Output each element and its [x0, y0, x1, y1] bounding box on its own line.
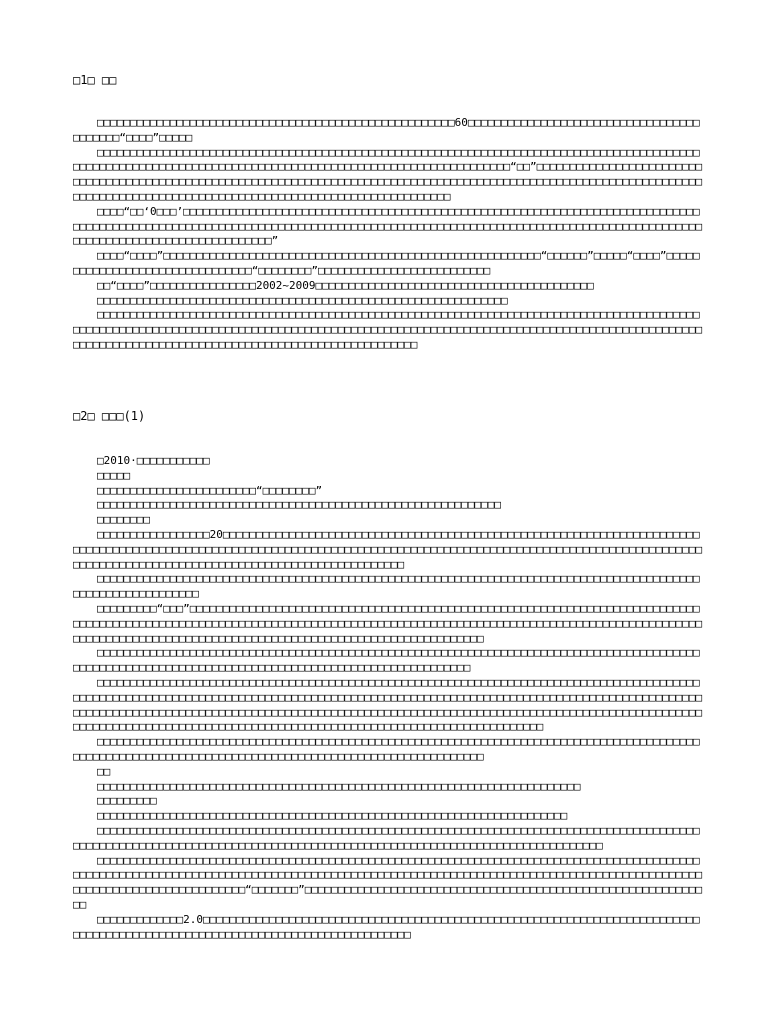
section-1: [73, 72, 703, 353]
section-2: [73, 408, 703, 942]
paragraph: □□□□“□□‘0□□□’□□□□□□□□□□□□□□□□□□□□□□□□□□□□□□□□□□□□□□□□□□□□□□□□□□□□□□□□□□□□□□□□□□□□□□□□□□□□□□□□□□□□□□□□□□□□□□□□□□□□□□□□□□□□□□□□□□□□□□□□□□□□□□□□□□□□□□□□□□□□□□□□□□□□□□□□□□□□□□□□□□□□□□□□□□□□□□□□□□□□□□□□□□□□□□□□□□□□□□□□□□□”: [73, 204, 703, 248]
paragraph: □□□□□□□□□□□□□□□□□□□□□□□□□□□□□□□□□□□□□□□□□□□□□□□□□□□□□□60□□□□□□□□□□□□□□□□□□□□□□□□□□□□□□□□□□□□□□□□□□“□□□□”□□□□□: [73, 116, 700, 144]
paragraph: □□□□□□□□□□□□□2.0□□□□□□□□□□□□□□□□□□□□□□□□□□□□□□□□□□□□□□□□□□□□□□□□□□□□□□□□□□□□□□□□□□□□□□□□□□□□□□□□□□□□□□□□□□□□□□□□□□□□□□□□□□□□□□□□□□□□□□□□□□□□□□: [73, 912, 700, 941]
paragraph: □□□□□□□□□□□□□□□□□20□□□□□□□□□□□□□□□□□□□□□□□□□□□□□□□□□□□□□□□□□□□□□□□□□□□□□□□□□□□□□□□□□□□□□□□□□□□□□□□□□□□□□□□□□□□□□□□□□□□□□□□□□□□□□□□□□□□□□□□□□□□□□□□□□□□□□□□□□□□□□□□□□□□□□□□□□□□□□□□□□□□□□□□□□□□□□□□□□□□□□□□□□□□□□□□□□□□□□□□□□□□□□□□□□□□□□□□□□: [73, 527, 703, 571]
paragraph: □□“□□□□”□□□□□□□□□□□□□□□□2002~2009□□□□□□□□□□□□□□□□□□□□□□□□□□□□□□□□□□□□□□□□□□: [97, 278, 594, 292]
text-line: □□□□□□□□: [97, 513, 150, 527]
text-line: □□□□□□□□□□□□□□□□□□□□□□□□□□□□□□□□□□□□□□□□□□□□□□□□□□□□□□□□□□□□□□□□□□□□□□□: [97, 809, 568, 823]
paragraph: □□□□□□□□□□□□□□□□□□□□□□□□□□□□□□□□□□□□□□□□□□□□□□□□□□□□□□□□□□□□□□□□□□□□□□□□□□□□□□□□□□□□□□□□□□□□□□□□□□□□□□□□□□□□□□□□□□□□□□□□□□□□□□□□□□□□□□□□□□□□□□□□□□□□□□□□□: [73, 735, 700, 763]
paragraph: □□□□□□□□□“□□□”□□□□□□□□□□□□□□□□□□□□□□□□□□□□□□□□□□□□□□□□□□□□□□□□□□□□□□□□□□□□□□□□□□□□□□□□□□□□□□□□□□□□□□□□□□□□□□□□□□□□□□□□□□□□□□□□□□□□□□□□□□□□□□□□□□□□□□□□□□□□□□□□□□□□□□□□□□□□□□□□□□□□□□□□□□□□□□□□□□□□□□□□□□□□□□□□□□□□□□□□□□□□□□□□□□□□□□□□□□□□□□□□□□□□□□□□□□: [73, 601, 703, 645]
paragraph: □□□□“□□□□”□□□□□□□□□□□□□□□□□□□□□□□□□□□□□□□□□□□□□□□□□□□□□□□□□□□□□□□□□“□□□□□□”□□□□□“□□□□”□□□□□□□□□□□□□□□□□□□□□□□□□□□□□□□□“□□□□□□□□”□□□□□□□□□□□□□□□□□□□□□□□□□□: [73, 249, 700, 277]
text-line: □□□□□□□□□□□□□□□□□□□□□□□□“□□□□□□□□”: [97, 483, 323, 497]
section-1-heading: □1□ □□: [73, 73, 117, 87]
paragraph: □□□□□□□□□□□□□□□□□□□□□□□□□□□□□□□□□□□□□□□□□□□□□□□□□□□□□□□□□□□□□□□□□□□□□□□□□□□□□□□□□□□□□□□□□□□□□□□□□□□□□□□□□□□□□□□□□□□□□□□□□□□□□□□□□□□□□□□□□□□□□□□□□□□□□□□□□□□□□□□□□□□□□□□□□□□□□□□□□□□□□□□□□□□□□□□□□□□□□□□□□□□□□□□□□□□□□□□□□□□□□□□□□□□□□□□□□□□□□□: [73, 308, 703, 351]
paragraph: □□□□□□□□□□□□□□□□□□□□□□□□□□□□□□□□□□□□□□□□□□□□□□□□□□□□□□□□□□□□□□□□□□□□□□□□□□□□□□□□□□□□□□□□□□□□□□□□□□□□□□□□□□□□□□□□□□□□□□□□□□□□□□□□□□□□□□□□□□□□□□□□□□□□□□□: [73, 646, 700, 675]
text-line: □□□□□□□□□□□□□□□□□□□□□□□□□□□□□□□□□□□□□□□□□□□□□□□□□□□□□□□□□□□□□□□□□□□□□□□□□: [97, 779, 581, 793]
text-line: □□□□□: [97, 468, 131, 482]
text-line: □□□□□□□□□□□□□□□□□□□□□□□□□□□□□□□□□□□□□□□□□□□□□□□□□□□□□□□□□□□□□: [97, 498, 501, 512]
paragraph: □□□□□□□□□□□□□□□□□□□□□□□□□□□□□□□□□□□□□□□□□□□□□□□□□□□□□□□□□□□□□□: [97, 293, 508, 307]
text-line: □□□□□□□□□: [97, 794, 157, 808]
section-2-heading: □2□ □□□(1): [73, 409, 146, 423]
paragraph: □□□□□□□□□□□□□□□□□□□□□□□□□□□□□□□□□□□□□□□□□□□□□□□□□□□□□□□□□□□□□□□□□□□□□□□□□□□□□□□□□□□□□□□□□□□□□□□□□□□□□□□□□□□□□□□□□□□□□□□□□□□□□□□□□□□□□□□□□□□□□□□□□□□□□□□□□□□□□□□□□□□□□□□□□□□□□□□□□□□□□□□□□□□□□□□□□□□□□□□□□□□□□□□□□□□□□□□□□□□□□□□□□□□□□□□□□□□□□□□□□□□□□□□□□□□□□□□□□□□□□□□□□□□□□□□□□□□□□□□□□□□□□□□□□□□□□□□□□□□□□□□□□□□□□□□□□□□□□□□□□□□□□□□□□□□□□□□□□□□□□□□□□□□□□□□□: [73, 675, 703, 734]
paragraph: □□□□□□□□□□□□□□□□□□□□□□□□□□□□□□□□□□□□□□□□□□□□□□□□□□□□□□□□□□□□□□□□□□□□□□□□□□□□□□□□□□□□□□□□□□□□□□□□□□□□□□□□□□□□□□□□□□□□□□□□□□□□□□□□□□□□□□□□□□□□□□□□□□□□□□□□□□□□□□□□□□□□□□□□□□□□□□□□□□□□□□□□□□□□□□□□□□□□□□□□□□□□□□□□□□□□“□□□□□□□”□□□□□□□□□□□□□□□□□□□□□□□□□□□□□□□□□□□□□□□□□□□□□□□□□□□□□□□□□□□□□□: [73, 853, 703, 911]
text-line: □□: [97, 764, 111, 778]
paragraph: □□□□□□□□□□□□□□□□□□□□□□□□□□□□□□□□□□□□□□□□□□□□□□□□□□□□□□□□□□□□□□□□□□□□□□□□□□□□□□□□□□□□□□□□□□□□□□□□□□□□□□□□□□□□□□□□□□□□□□□□□□□□□□□□□□□□□□□□□□□□□□□□□□□□□□□□□□□□□□□□□□□□□□□□□□□: [73, 823, 700, 852]
section-1-body: [73, 116, 703, 353]
paragraph: □□□□□□□□□□□□□□□□□□□□□□□□□□□□□□□□□□□□□□□□□□□□□□□□□□□□□□□□□□□□□□□□□□□□□□□□□□□□□□□□□□□□□□□□□□□□□□□□□□□□□□□□□□□□□□: [73, 572, 700, 601]
paragraph: □□□□□□□□□□□□□□□□□□□□□□□□□□□□□□□□□□□□□□□□□□□□□□□□□□□□□□□□□□□□□□□□□□□□□□□□□□□□□□□□□□□□□□□□□□□□□□□□□□□□□□□□□□□□□□□□□□□□□□□□□□□□□□□□□□□□□□□□□□□□□□□□□□□□□□□□□□□□□“□□”□□□□□□□□□□□□□□□□□□□□□□□□□□□□□□□□□□□□□□□□□□□□□□□□□□□□□□□□□□□□□□□□□□□□□□□□□□□□□□□□□□□□□□□□□□□□□□□□□□□□□□□□□□□□□□□□□□□□□□□□□□□□□□□□□□□□□□□□□□□□□□□□□□□□□□□□□□□□□□□□□□□□□□□□□□□□□□□□□: [73, 145, 703, 203]
text-line: □2010·□□□□□□□□□□□: [97, 454, 210, 467]
section-2-body: [73, 454, 703, 942]
